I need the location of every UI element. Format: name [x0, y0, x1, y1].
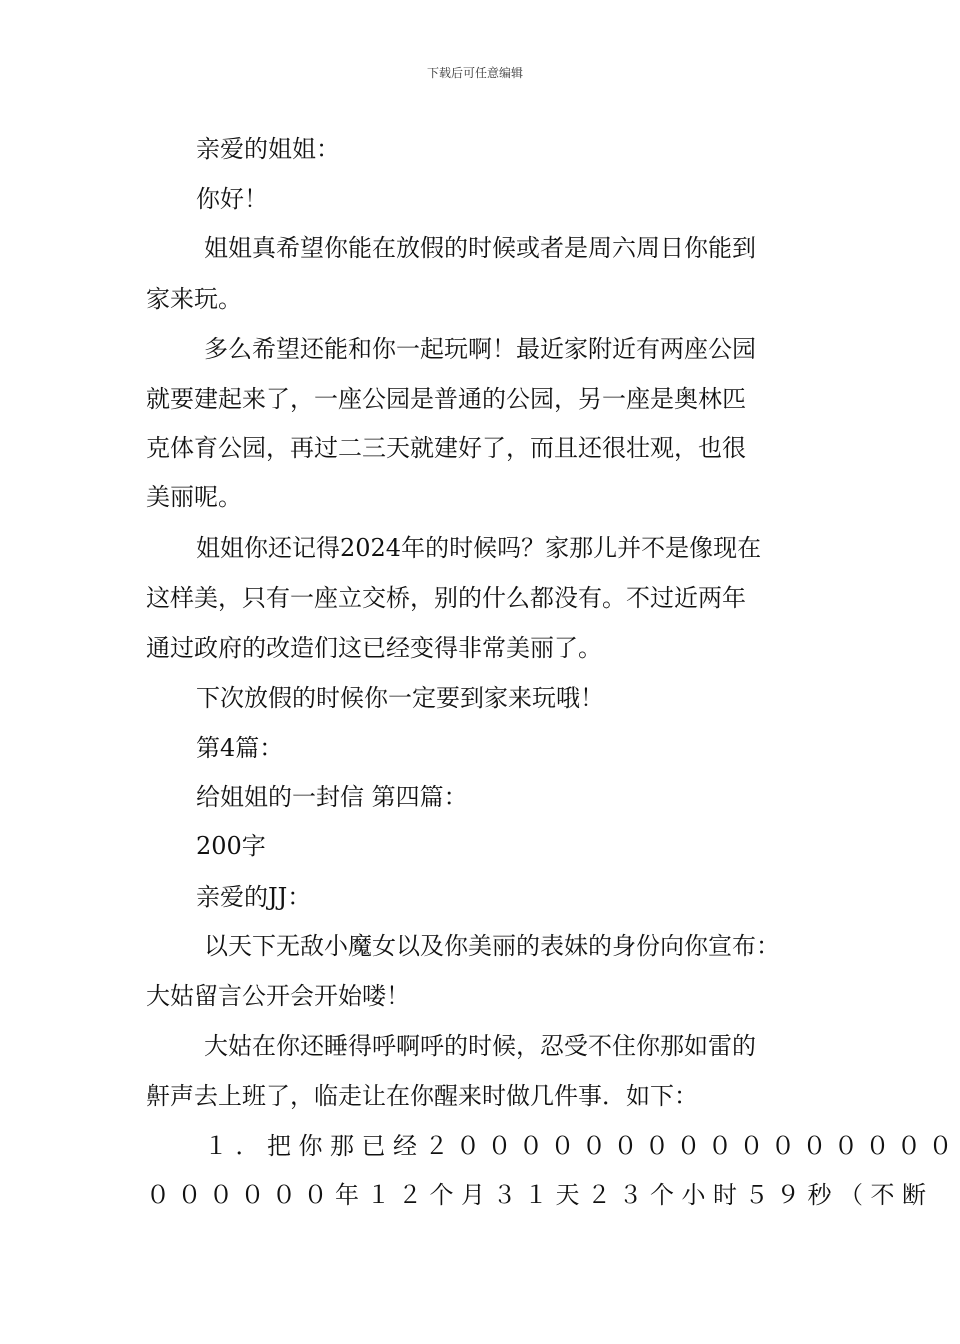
word-count: 200字 — [196, 832, 266, 860]
list-item: １．把你那已经２００００００００００００００００ — [204, 1132, 960, 1160]
paragraph-line: 家来玩。 — [146, 285, 242, 313]
paragraph-line: 下次放假的时候你一定要到家来玩哦！ — [196, 684, 604, 712]
paragraph-line: 克体育公园，再过二三天就建好了，而且还很壮观，也很 — [146, 434, 746, 462]
greeting-line: 你好！ — [196, 185, 268, 213]
paragraph-line: 以天下无敌小魔女以及你美丽的表妹的身份向你宣布： — [204, 932, 780, 960]
paragraph-line: 就要建起来了，一座公园是普通的公园，另一座是奥林匹 — [146, 385, 746, 413]
paragraph-line: 大姑留言公开会开始喽！ — [146, 982, 410, 1010]
paragraph-line: 多么希望还能和你一起玩啊！最近家附近有两座公园 — [204, 335, 756, 363]
paragraph-line: 大姑在你还睡得呼啊呼的时候，忍受不住你那如雷的 — [204, 1032, 756, 1060]
paragraph-line: 这样美，只有一座立交桥，别的什么都没有。不过近两年 — [146, 584, 746, 612]
list-item-continued: ００００００年１２个月３１天２３个小时５９秒（不断 — [146, 1181, 934, 1209]
paragraph-line: 通过政府的改造们这已经变得非常美丽了。 — [146, 634, 602, 662]
paragraph-line: 姐姐真希望你能在放假的时候或者是周六周日你能到 — [204, 234, 756, 262]
paragraph-line: 美丽呢。 — [146, 483, 242, 511]
salutation-line: 亲爱的JJ： — [196, 883, 312, 911]
paragraph-line: 鼾声去上班了，临走让在你醒来时做几件事．如下： — [146, 1082, 698, 1110]
section-heading: 第4篇： — [196, 734, 284, 762]
page-header: 下载后可任意编辑 — [426, 66, 523, 80]
paragraph-line: 姐姐你还记得2024年的时候吗？家那儿并不是像现在 — [196, 534, 762, 562]
salutation-line: 亲爱的姐姐： — [196, 135, 340, 163]
letter-title: 给姐姐的一封信 第四篇： — [196, 783, 468, 811]
